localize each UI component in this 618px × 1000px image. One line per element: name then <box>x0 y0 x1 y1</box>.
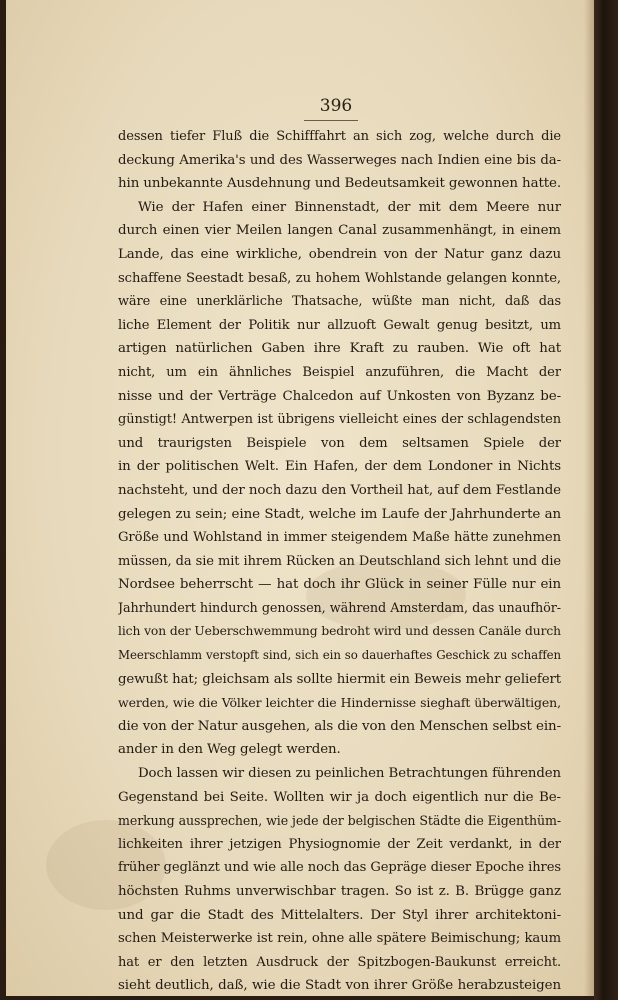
text-line: liche Element der Politik nur allzuoft Gewalt genug besitzt, um <box>118 317 561 333</box>
text-line: hin unbekannte Ausdehnung und Bedeutsamkeit gewonnen hatte. <box>118 176 561 192</box>
text-line: höchsten Ruhms unverwischbar tragen. So ist z. B. Brügge ganz <box>118 884 561 899</box>
text-line: dessen tiefer Fluß die Schifffahrt an sich zog, welche durch die <box>118 129 561 144</box>
text-line: Gegenstand bei Seite. Wollten wir ja doch eigentlich nur die Be- <box>118 789 561 805</box>
text-line: schen Meisterwerke ist rein, ohne alle spätere Beimischung; kaum <box>118 931 561 947</box>
text-line: Meerschlamm verstopft sind, sich ein so dauerhaftes Geschick zu schaffen <box>118 648 561 663</box>
text-line: die von der Natur ausgehen, als die von den Menschen selbst ein- <box>118 718 561 734</box>
text-line: früher geglänzt und wie alle noch das Gepräge dieser Epoche ihres <box>118 860 561 876</box>
text-line: in der politischen Welt. Ein Hafen, der dem Londoner in Nichts <box>118 459 561 475</box>
text-line: wäre eine unerklärliche Thatsache, wüßte man nicht, daß das <box>118 294 561 310</box>
text-line: und gar die Stadt des Mittelalters. Der Styl ihrer architektoni- <box>118 907 561 923</box>
text-line: Nordsee beherrscht — hat doch ihr Glück in seiner Fülle nur ein <box>118 577 561 593</box>
text-line: artigen natürlichen Gaben ihre Kraft zu rauben. Wie oft hat <box>118 341 561 357</box>
text-line: Wie der Hafen einer Binnenstadt, der mit dem Meere nur <box>138 199 561 215</box>
text-line: deckung Amerika's und des Wasserweges nach Indien eine bis da- <box>118 152 561 168</box>
text-line: merkung aussprechen, wie jede der belgischen Städte die Eigenthüm- <box>118 813 561 829</box>
text-line: lich von der Ueberschwemmung bedroht wird und dessen Canäle durch <box>118 624 561 639</box>
text-line: werden, wie die Völker leichter die Hindernisse sieghaft überwältigen, <box>118 695 561 711</box>
text-line: Größe und Wohlstand in immer steigendem Maße hätte zunehmen <box>118 530 561 546</box>
text-line: ander in den Weg gelegt werden. <box>118 742 341 758</box>
text-line: gewußt hat; gleichsam als sollte hiermit ein Beweis mehr geliefert <box>118 671 561 687</box>
text-line: Jahrhundert hindurch genossen, während Amsterdam, das unaufhör- <box>118 600 561 616</box>
text-line: nachsteht, und der noch dazu den Vortheil hat, auf dem Festlande <box>118 482 561 498</box>
text-line: lichkeiten ihrer jetzigen Physiognomie der Zeit verdankt, in der <box>118 836 561 852</box>
book-binding <box>594 0 618 1000</box>
text-line: müssen, da sie mit ihrem Rücken an Deutschland sich lehnt und die <box>118 553 561 569</box>
page-number: 396 <box>319 96 353 116</box>
text-line: hat er den letzten Ausdruck der Spitzbogen-Baukunst erreicht. <box>118 954 561 970</box>
text-line: Lande, das eine wirkliche, obendrein von der Natur ganz dazu <box>118 246 561 262</box>
page-number-rule <box>304 120 358 121</box>
body-text <box>118 125 561 996</box>
text-line: durch einen vier Meilen langen Canal zusammenhängt, in einem <box>118 223 561 239</box>
text-line: schaffene Seestadt besaß, zu hohem Wohlstande gelangen konnte, <box>118 270 561 286</box>
page-edge-shadow <box>584 0 594 996</box>
book-page <box>6 0 594 996</box>
text-line: nicht, um ein ähnliches Beispiel anzuführen, die Macht der <box>118 364 561 380</box>
text-line: sieht deutlich, daß, wie die Stadt von ihrer Größe herabzusteigen <box>118 978 561 994</box>
text-line: günstigt! Antwerpen ist übrigens vielleicht eines der schlagendsten <box>118 412 561 428</box>
text-line: und traurigsten Beispiele von dem seltsamen Spiele der <box>118 435 561 451</box>
text-line: gelegen zu sein; eine Stadt, welche im Laufe der Jahrhunderte an <box>118 506 561 522</box>
text-line: nisse und der Verträge Chalcedon auf Unkosten von Byzanz be- <box>118 388 561 404</box>
text-line: Doch lassen wir diesen zu peinlichen Betrachtungen führenden <box>138 766 561 782</box>
